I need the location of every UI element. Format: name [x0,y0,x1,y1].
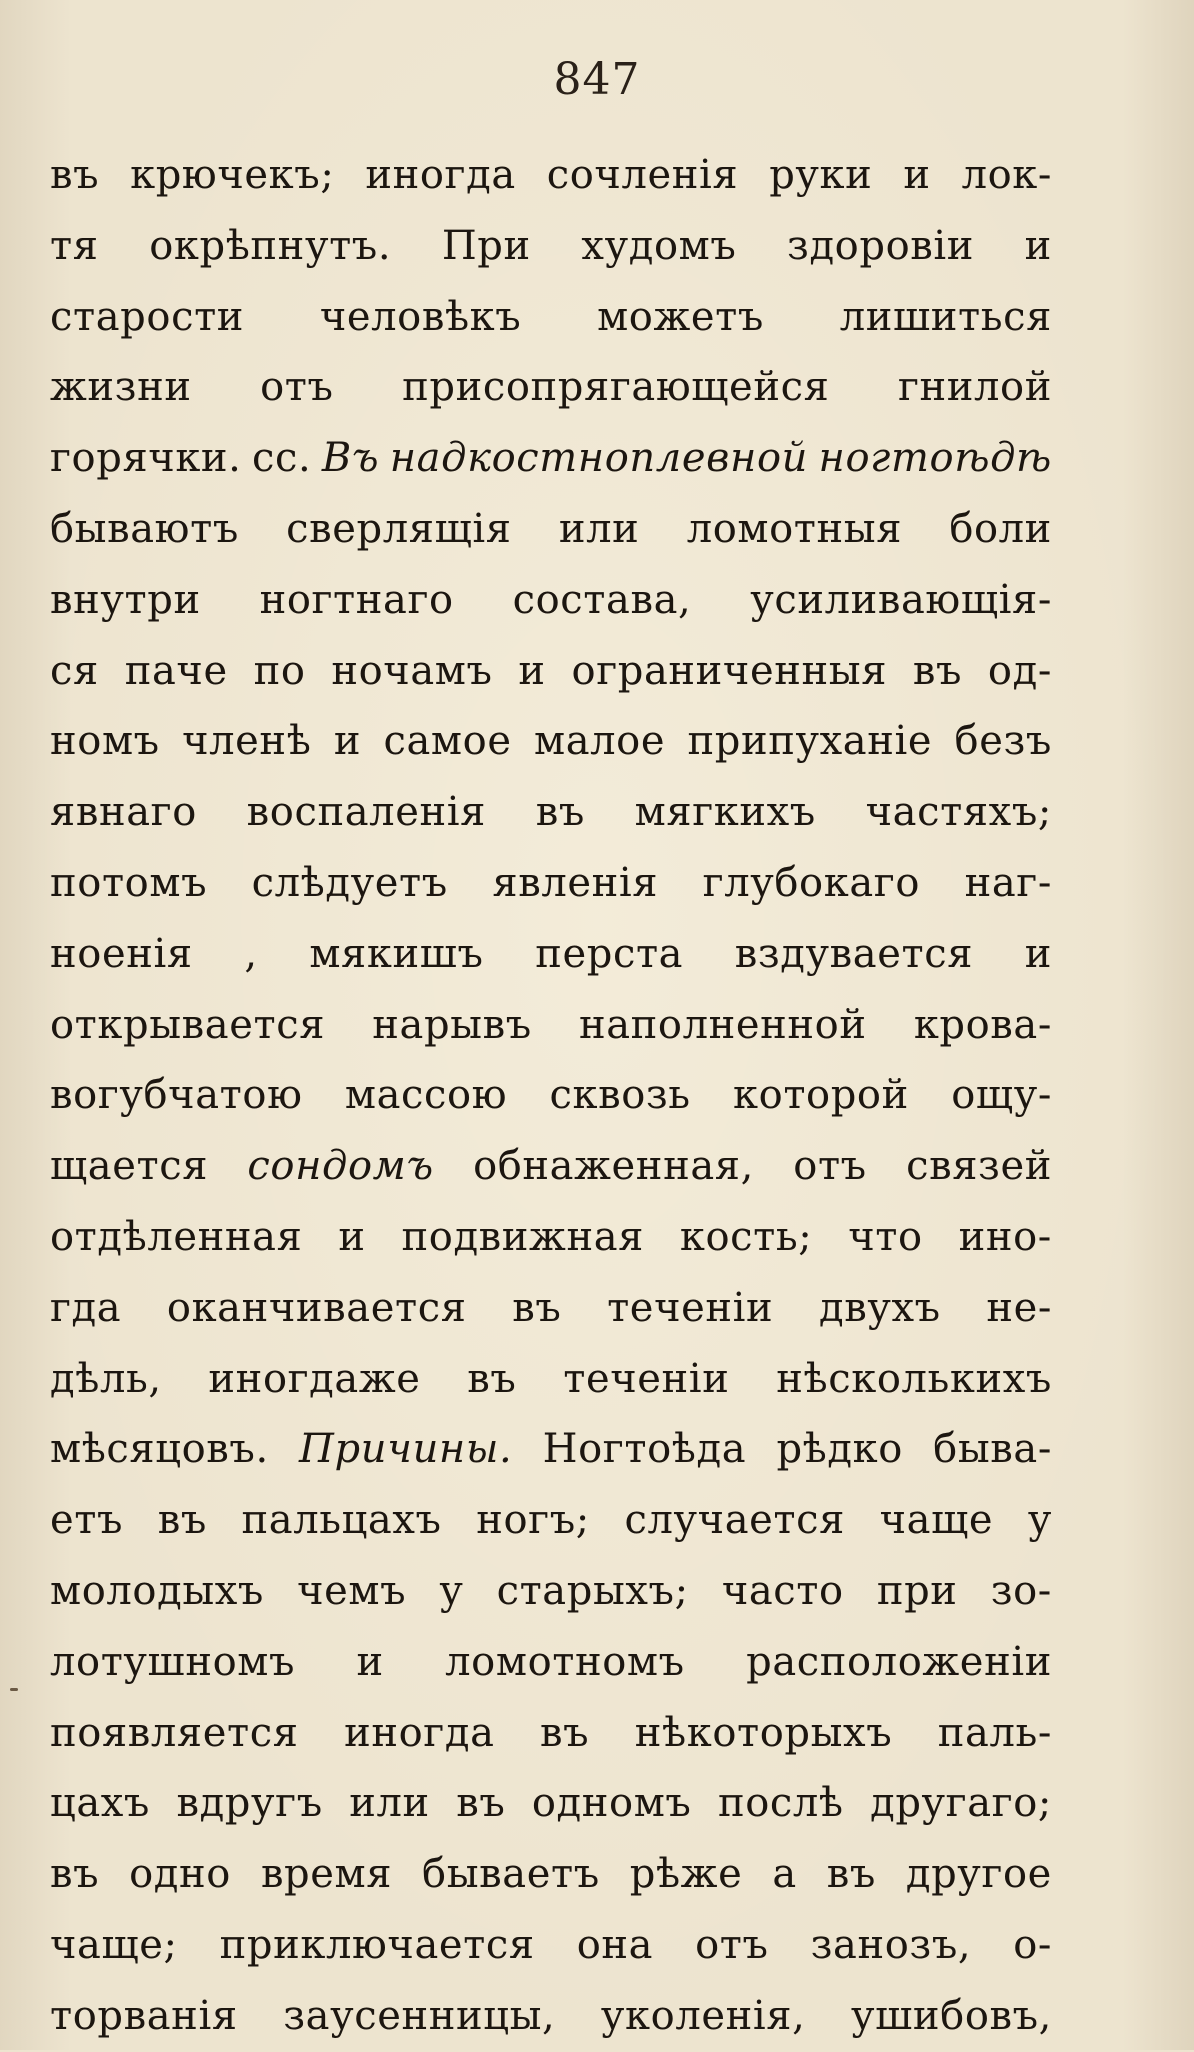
text-word: крова- [913,1001,1052,1048]
text-word: паче [124,647,228,694]
text-word: у [439,1567,464,1614]
text-line [50,140,1052,211]
text-word: человѣкъ [319,293,522,340]
text-word: ногтнаго [259,576,454,623]
text-word: иногда [365,152,516,198]
text-line [50,1698,1052,1769]
text-word: лишиться [839,293,1052,340]
text-word: частяхъ; [865,789,1052,836]
text-word: часто [721,1567,844,1614]
text-word: ино- [958,1213,1052,1260]
text-word: ломотномъ [445,1638,685,1685]
text-word: подвижная [401,1213,644,1260]
text-word: пальцахъ [241,1497,442,1544]
text-word: двухъ [818,1284,941,1331]
text-word: массою [344,1072,508,1119]
text-word: гнилой [897,364,1052,411]
text-word: кость; [679,1213,813,1260]
text-word: старости [50,293,245,340]
text-line [50,1060,1052,1131]
text-line [50,423,1052,494]
text-word: въ [50,152,100,198]
text-word: отъ [695,1921,769,1968]
text-word: , [244,930,258,977]
text-line [50,565,1052,636]
text-line [50,494,1052,565]
text-word: отъ [260,364,334,411]
text-word: чаще [879,1497,994,1544]
text-word: молодыхъ [50,1567,264,1614]
text-word: сондомъ [247,1143,434,1190]
text-word: надкостноплевной [389,435,808,482]
text-word: лотушномъ [50,1638,296,1685]
text-word: членѣ [182,718,312,765]
text-line [50,1910,1052,1981]
text-word: нѣкоторыхъ [634,1709,893,1756]
text-line [50,1981,1052,2052]
text-word: и [518,647,546,694]
text-word: и [1024,930,1052,977]
text-line [50,1414,1052,1485]
text-word: и [333,718,362,765]
text-word: она [576,1921,654,1968]
text-word: боли [949,505,1052,552]
text-word: щается [50,1143,209,1190]
text-line [50,990,1052,1061]
text-word: въ [456,1780,506,1827]
text-word: перста [535,930,684,977]
text-word: отъ [793,1143,867,1190]
text-word: и [338,1213,366,1260]
text-word: При [441,222,531,269]
text-word: о- [1013,1921,1052,1968]
text-word: сверлящія [286,505,512,552]
text-word: тя [50,222,99,269]
text-word: и [1024,222,1052,269]
text-line [50,352,1052,423]
text-word: етъ [50,1497,124,1544]
text-word: въ [535,789,585,836]
text-word: глубокаго [702,859,921,906]
text-word: явленія [492,859,659,906]
text-word: у [1027,1497,1052,1544]
text-word: самое [383,718,512,765]
text-word: од- [987,647,1052,694]
text-word: теченіи [563,1355,730,1402]
text-word: въ [826,1851,876,1898]
text-word: вдругъ [176,1780,323,1827]
text-word: паль- [937,1709,1052,1756]
text-word: заусенницы, [283,1992,556,2039]
text-word: въ [50,1851,100,1898]
text-word: оканчивается [166,1284,467,1331]
text-word: торванія [50,1992,238,2039]
text-word: худомъ [581,222,737,269]
text-word: сквозь [549,1072,691,1119]
text-word: мѣсяцовъ. [50,1426,269,1473]
text-word: жизни [50,364,192,411]
margin-mark [10,1688,18,1691]
text-line [50,636,1052,707]
text-word: въ [467,1355,517,1402]
text-word: отдѣленная [50,1213,303,1260]
text-word: быва- [933,1426,1052,1473]
text-word: вздувается [734,930,974,977]
text-word: присопрягающейся [402,364,830,411]
text-line [50,919,1052,990]
text-word: мякишъ [309,930,484,977]
text-word: обнаженная, [473,1143,754,1190]
text-word: воспаленія [246,789,486,836]
text-word: усиливающія- [750,576,1052,623]
text-word: иногдаже [208,1355,421,1402]
text-word: по [253,647,306,694]
text-word: состава, [512,576,692,623]
text-word: безъ [954,718,1052,765]
text-word: и [903,152,931,198]
text-word: другаго; [870,1780,1052,1827]
text-word: въ [512,1284,562,1331]
text-word: горячки. [50,435,242,482]
text-word: нѣсколькихъ [776,1355,1052,1402]
text-word: которой [733,1072,909,1119]
text-word: малое [533,718,666,765]
text-word: сс. [252,435,312,482]
text-word: появляется [50,1709,299,1756]
text-word: ноенія [50,930,193,977]
text-word: нарывъ [372,1001,532,1048]
text-word: рѣдко [776,1426,903,1473]
text-word: связей [906,1143,1052,1190]
text-word: ночамъ [331,647,493,694]
text-word: въ [912,647,963,694]
text-word: уколенія, [600,1992,806,2039]
text-line [50,1768,1052,1839]
text-word: слѣдуетъ [251,859,448,906]
text-word: ощу- [951,1072,1052,1119]
text-word: здоровіи [787,222,975,269]
text-word: внутри [50,576,201,623]
text-word: вогубчатою [50,1072,303,1119]
text-word: занозъ, [810,1921,972,1968]
body-text [50,140,1052,2052]
text-word: наполненной [578,1001,867,1048]
text-word: руки [769,152,873,198]
text-word: а [772,1851,797,1898]
text-line [50,1485,1052,1556]
text-word: явнаго [50,789,197,836]
text-word: и [356,1638,384,1685]
text-word: Въ [321,435,380,482]
text-line [50,1344,1052,1415]
text-word: расположеніи [746,1638,1052,1685]
text-word: лок- [961,152,1052,198]
text-line [50,777,1052,848]
text-word: номъ [50,718,160,765]
text-word: припуханіе [687,718,933,765]
text-word: время [260,1851,393,1898]
text-line [50,282,1052,353]
text-line [50,1131,1052,1202]
text-word: одно [129,1851,231,1898]
text-line [50,1273,1052,1344]
text-word: случается [624,1497,845,1544]
text-word: ся [50,647,99,694]
page-number: 847 [553,54,641,105]
text-word: гда [50,1284,122,1331]
text-word: Ногтоѣда [542,1426,747,1473]
text-word: въ [540,1709,590,1756]
text-word: окрѣпнутъ. [149,222,392,269]
text-word: не- [986,1284,1052,1331]
text-word: можетъ [597,293,764,340]
text-word: рѣже [629,1851,743,1898]
text-word: крючекъ; [130,152,335,198]
text-line [50,1627,1052,1698]
text-word: чаще; [50,1921,178,1968]
text-word: ногъ; [476,1497,590,1544]
text-word: послѣ [717,1780,844,1827]
text-word: открывается [50,1001,326,1048]
text-line [50,706,1052,777]
text-word: въ [157,1497,207,1544]
text-word: чемъ [297,1567,407,1614]
text-word: ломотныя [686,505,903,552]
text-word: или [558,505,640,552]
text-word: что [848,1213,923,1260]
text-word: дѣль, [50,1355,162,1402]
text-word: старыхъ; [496,1567,689,1614]
text-word: одномъ [531,1780,692,1827]
text-word: бываетъ [422,1851,600,1898]
text-line [50,848,1052,919]
text-word: или [349,1780,430,1827]
text-line [50,1202,1052,1273]
text-word: ограниченныя [571,647,888,694]
text-word: теченіи [607,1284,774,1331]
text-word: иногда [344,1709,495,1756]
text-word: Причины. [299,1426,513,1473]
text-line [50,1556,1052,1627]
text-word: ногтоѣдѣ [818,435,1052,482]
text-word: потомъ [50,859,208,906]
text-word: другое [905,1851,1052,1898]
text-word: цахъ [50,1780,150,1827]
text-line [50,211,1052,282]
text-word: ушибовъ, [850,1992,1052,2039]
text-word: приключается [219,1921,535,1968]
text-word: мягкихъ [634,789,816,836]
text-word: при [876,1567,958,1614]
text-line [50,1839,1052,1910]
text-word: бываютъ [50,505,239,552]
text-word: сочленія [546,152,739,198]
text-word: наг- [964,859,1052,906]
text-word: зо- [990,1567,1052,1614]
